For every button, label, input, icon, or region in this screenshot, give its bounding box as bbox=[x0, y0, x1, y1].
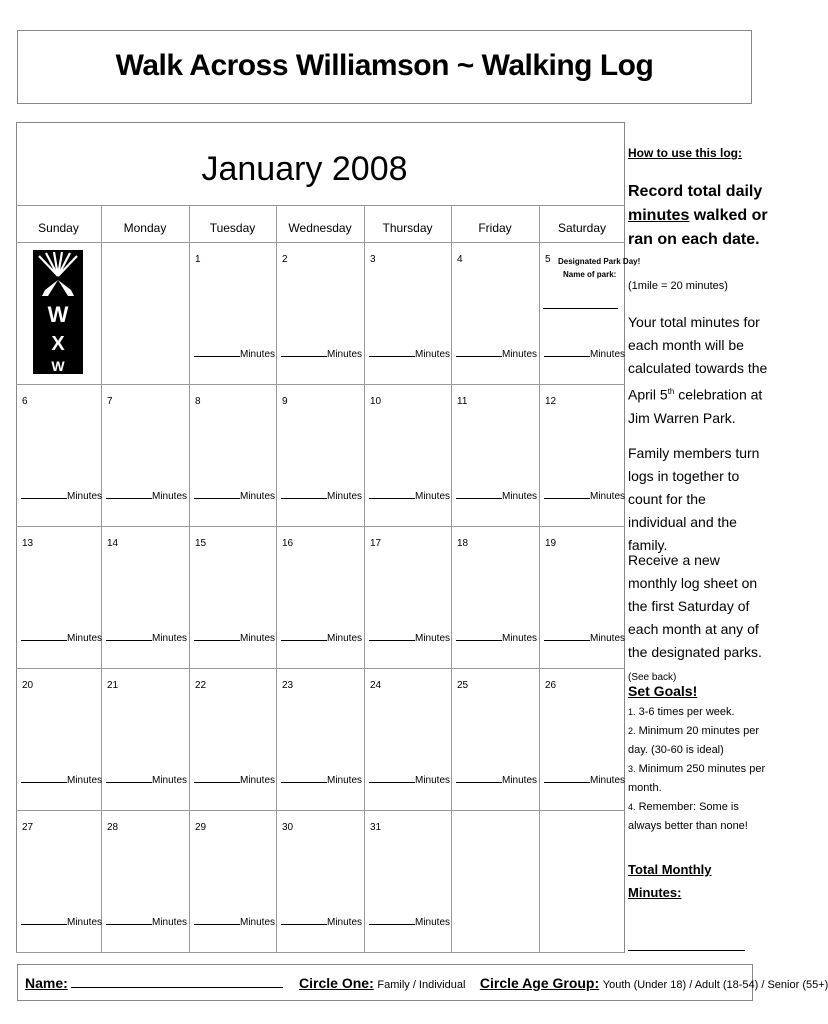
family-note: Family members turn logs in together to count for the individual and the family. bbox=[628, 445, 760, 553]
minutes-entry[interactable] bbox=[194, 631, 275, 644]
minutes-label: Minutes bbox=[502, 491, 538, 502]
date-number: 9 bbox=[282, 396, 288, 407]
minutes-blank[interactable] bbox=[281, 347, 327, 357]
minutes-entry[interactable] bbox=[106, 773, 187, 786]
minutes-blank[interactable] bbox=[369, 347, 415, 357]
minutes-entry[interactable] bbox=[369, 347, 450, 360]
minutes-blank[interactable] bbox=[369, 915, 415, 925]
day-header-0: Sunday bbox=[38, 221, 79, 235]
date-number: 4 bbox=[457, 254, 463, 265]
minutes-blank[interactable] bbox=[544, 773, 590, 783]
circle-one-label: Circle One: bbox=[299, 975, 374, 991]
grid-hline bbox=[16, 384, 625, 385]
date-number: 25 bbox=[457, 680, 469, 691]
date-number: 15 bbox=[195, 538, 207, 549]
total-monthly-label: Total Monthly Minutes: bbox=[628, 862, 712, 900]
minutes-label: Minutes bbox=[590, 491, 626, 502]
minutes-entry[interactable] bbox=[21, 489, 102, 502]
goals-title: Set Goals! bbox=[628, 683, 698, 699]
minutes-blank[interactable] bbox=[456, 489, 502, 499]
minutes-entry[interactable] bbox=[369, 489, 450, 502]
name-field[interactable] bbox=[71, 975, 283, 988]
date-number: 12 bbox=[545, 396, 557, 407]
minutes-blank[interactable] bbox=[194, 915, 240, 925]
minutes-blank[interactable] bbox=[281, 489, 327, 499]
date-number: 31 bbox=[370, 822, 382, 833]
circle-one-options[interactable]: Family / Individual bbox=[377, 979, 466, 991]
minutes-blank[interactable] bbox=[544, 347, 590, 357]
minutes-label: Minutes bbox=[327, 349, 363, 360]
date-number: 10 bbox=[370, 396, 382, 407]
date-number: 29 bbox=[195, 822, 207, 833]
date-number: 27 bbox=[22, 822, 34, 833]
minutes-blank[interactable] bbox=[281, 631, 327, 641]
minutes-blank[interactable] bbox=[456, 773, 502, 783]
age-group-label: Circle Age Group: bbox=[479, 975, 600, 991]
date-number: 1 bbox=[195, 254, 201, 265]
grid-vline bbox=[276, 205, 277, 952]
grid-hline bbox=[16, 526, 625, 527]
date-number: 18 bbox=[457, 538, 469, 549]
minutes-entry[interactable] bbox=[456, 347, 537, 360]
minutes-entry[interactable] bbox=[106, 489, 187, 502]
date-number: 30 bbox=[282, 822, 294, 833]
grid-vline bbox=[101, 205, 102, 952]
designated-park-day: Designated Park Day! bbox=[558, 257, 641, 266]
date-number: 14 bbox=[107, 538, 119, 549]
minutes-entry[interactable] bbox=[21, 631, 102, 644]
minutes-entry[interactable] bbox=[456, 489, 537, 502]
goals-list bbox=[628, 703, 768, 836]
minutes-entry[interactable] bbox=[194, 489, 275, 502]
date-number: 28 bbox=[107, 822, 119, 833]
minutes-label: Minutes bbox=[502, 775, 538, 786]
minutes-entry[interactable] bbox=[194, 773, 275, 786]
date-number: 20 bbox=[22, 680, 34, 691]
minutes-label: Minutes bbox=[67, 633, 103, 644]
footer-row bbox=[25, 975, 828, 991]
minutes-blank[interactable] bbox=[194, 347, 240, 357]
name-label: Name: bbox=[25, 975, 68, 991]
minutes-label: Minutes bbox=[590, 633, 626, 644]
minutes-blank[interactable] bbox=[106, 773, 152, 783]
minutes-label: Minutes bbox=[415, 775, 451, 786]
title-box bbox=[17, 30, 752, 104]
goal-item: 2. Minimum 20 minutes per day. (30-60 is ideal) bbox=[628, 725, 760, 756]
date-number: 2 bbox=[282, 254, 288, 265]
minutes-label: Minutes bbox=[327, 917, 363, 928]
minutes-entry[interactable] bbox=[544, 631, 625, 644]
date-number: 22 bbox=[195, 680, 207, 691]
grid-vline bbox=[451, 205, 452, 952]
minutes-blank[interactable] bbox=[194, 489, 240, 499]
minutes-entry[interactable] bbox=[544, 489, 625, 502]
minutes-label: Minutes bbox=[590, 349, 626, 360]
grid-vline bbox=[539, 205, 540, 952]
minutes-blank[interactable] bbox=[281, 773, 327, 783]
day-header-2: Tuesday bbox=[209, 221, 256, 235]
minutes-blank[interactable] bbox=[369, 631, 415, 641]
page-title: Walk Across Williamson ~ Walking Log bbox=[115, 49, 654, 82]
date-number: 3 bbox=[370, 254, 376, 265]
minutes-label: Minutes bbox=[152, 775, 188, 786]
minutes-blank[interactable] bbox=[456, 347, 502, 357]
minutes-entry[interactable] bbox=[194, 347, 275, 360]
minutes-blank[interactable] bbox=[544, 489, 590, 499]
minutes-label: Minutes bbox=[240, 775, 276, 786]
date-number: 8 bbox=[195, 396, 201, 407]
day-header-6: Saturday bbox=[557, 221, 607, 235]
minutes-entry[interactable] bbox=[456, 773, 537, 786]
total-calc-note: Your total minutes for each month will be calculated towards the April 5th celebration at Jim Warren Park. bbox=[628, 314, 768, 426]
date-number: 26 bbox=[545, 680, 557, 691]
minutes-label: Minutes bbox=[152, 917, 188, 928]
date-number: 5 bbox=[545, 254, 551, 265]
minutes-label: Minutes bbox=[67, 917, 103, 928]
minutes-blank[interactable] bbox=[281, 915, 327, 925]
minutes-entry[interactable] bbox=[281, 631, 362, 644]
month-title: January 2008 bbox=[201, 150, 408, 188]
minutes-entry[interactable] bbox=[194, 915, 275, 928]
minutes-blank[interactable] bbox=[21, 631, 67, 641]
minutes-blank[interactable] bbox=[21, 915, 67, 925]
grid-vline bbox=[364, 205, 365, 952]
park-name-label: Name of park: bbox=[563, 270, 617, 279]
day-header-3: Wednesday bbox=[288, 221, 352, 235]
minutes-label: Minutes bbox=[152, 633, 188, 644]
minutes-entry[interactable] bbox=[544, 773, 625, 786]
minutes-label: Minutes bbox=[327, 775, 363, 786]
minutes-blank[interactable] bbox=[106, 631, 152, 641]
minutes-blank[interactable] bbox=[106, 489, 152, 499]
date-number: 24 bbox=[370, 680, 382, 691]
goal-item: 4. Remember: Some is always better than none! bbox=[628, 801, 748, 832]
minutes-blank[interactable] bbox=[21, 489, 67, 499]
day-header-4: Thursday bbox=[382, 221, 433, 235]
minutes-blank[interactable] bbox=[456, 631, 502, 641]
minutes-blank[interactable] bbox=[106, 915, 152, 925]
date-number: 21 bbox=[107, 680, 119, 691]
minutes-blank[interactable] bbox=[194, 631, 240, 641]
logo-letter-w2: W bbox=[51, 358, 65, 374]
minutes-label: Minutes bbox=[415, 917, 451, 928]
goal-item: 1. 3-6 times per week. bbox=[628, 706, 735, 718]
minutes-entry[interactable] bbox=[369, 915, 450, 928]
minutes-label: Minutes bbox=[327, 633, 363, 644]
age-group-options[interactable]: Youth (Under 18) / Adult (18-54) / Senior (55+) bbox=[602, 979, 828, 991]
minutes-label: Minutes bbox=[415, 349, 451, 360]
minutes-label: Minutes bbox=[240, 491, 276, 502]
walk-across-williamson-logo bbox=[33, 250, 83, 374]
minutes-label: Minutes bbox=[415, 633, 451, 644]
logo-letter-x: X bbox=[51, 333, 65, 355]
minutes-blank[interactable] bbox=[194, 773, 240, 783]
minutes-entry[interactable] bbox=[369, 773, 450, 786]
total-monthly-field[interactable] bbox=[628, 950, 745, 951]
minutes-label: Minutes bbox=[502, 633, 538, 644]
minutes-entry[interactable] bbox=[456, 631, 537, 644]
minutes-label: Minutes bbox=[152, 491, 188, 502]
grid-hline bbox=[16, 952, 625, 953]
minutes-label: Minutes bbox=[240, 633, 276, 644]
minutes-entry[interactable] bbox=[281, 915, 362, 928]
day-header-1: Monday bbox=[123, 221, 167, 235]
minutes-label: Minutes bbox=[327, 491, 363, 502]
minutes-entry[interactable] bbox=[21, 915, 102, 928]
date-number: 19 bbox=[545, 538, 557, 549]
minutes-entry[interactable] bbox=[369, 631, 450, 644]
park-name-field[interactable] bbox=[543, 308, 618, 309]
how-to-heading: How to use this log: bbox=[628, 146, 742, 160]
date-number: 16 bbox=[282, 538, 294, 549]
minutes-label: Minutes bbox=[502, 349, 538, 360]
minutes-label: Minutes bbox=[67, 491, 103, 502]
grid-hline bbox=[16, 668, 625, 669]
minutes-label: Minutes bbox=[67, 775, 103, 786]
minutes-entry[interactable] bbox=[281, 773, 362, 786]
grid-hline bbox=[16, 205, 625, 206]
record-instruction: Record total daily minutes walked or ran on each date. bbox=[628, 183, 768, 248]
grid-hline bbox=[16, 810, 625, 811]
minutes-entry[interactable] bbox=[544, 347, 625, 360]
minutes-entry[interactable] bbox=[281, 489, 362, 502]
date-number: 13 bbox=[22, 538, 34, 549]
logo-letter-w: W bbox=[47, 302, 69, 327]
minutes-entry[interactable] bbox=[106, 915, 187, 928]
receive-note: Receive a new monthly log sheet on the first Saturday of each month at any of the designated parks. (See back) bbox=[628, 552, 762, 683]
date-number: 11 bbox=[457, 396, 468, 407]
minutes-blank[interactable] bbox=[369, 489, 415, 499]
grid-hline bbox=[16, 242, 625, 243]
day-header-5: Friday bbox=[478, 221, 512, 235]
minutes-entry[interactable] bbox=[281, 347, 362, 360]
date-number: 23 bbox=[282, 680, 294, 691]
minutes-label: Minutes bbox=[415, 491, 451, 502]
minutes-blank[interactable] bbox=[544, 631, 590, 641]
minutes-label: Minutes bbox=[240, 349, 276, 360]
minutes-label: Minutes bbox=[240, 917, 276, 928]
goal-item: 3. Minimum 250 minutes per month. bbox=[628, 763, 766, 794]
date-number: 6 bbox=[22, 396, 28, 407]
minutes-entry[interactable] bbox=[21, 773, 102, 786]
conversion-note: (1mile = 20 minutes) bbox=[628, 280, 728, 292]
minutes-blank[interactable] bbox=[21, 773, 67, 783]
minutes-blank[interactable] bbox=[369, 773, 415, 783]
minutes-label: Minutes bbox=[590, 775, 626, 786]
grid-vline bbox=[189, 205, 190, 952]
date-number: 17 bbox=[370, 538, 382, 549]
date-number: 7 bbox=[107, 396, 113, 407]
minutes-entry[interactable] bbox=[106, 631, 187, 644]
